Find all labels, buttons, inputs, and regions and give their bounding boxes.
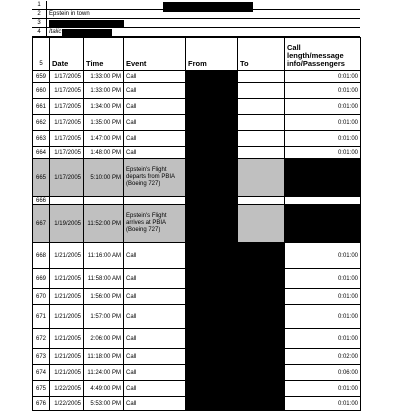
from-cell-redacted <box>186 197 238 205</box>
date-cell: 1/22/2005 <box>50 381 84 397</box>
header-row <box>33 38 361 71</box>
table-row <box>33 289 361 305</box>
length-cell: 0:01:00 <box>285 243 361 269</box>
time-cell: 1:48:00 PM <box>84 147 124 159</box>
to-cell <box>238 349 285 365</box>
event-cell: Call <box>124 71 186 83</box>
table-row <box>33 71 361 83</box>
length-cell: 0:01:00 <box>285 83 361 99</box>
caption-row <box>32 10 360 19</box>
to-cell <box>238 243 285 269</box>
row-number: 671 <box>33 305 50 329</box>
time-cell: 1:33:00 PM <box>84 71 124 83</box>
row-number: 659 <box>33 71 50 83</box>
row-number: 675 <box>33 381 50 397</box>
time-cell: 1:47:00 PM <box>84 131 124 147</box>
call-log-table <box>32 37 361 411</box>
row-number: 3 <box>32 19 47 27</box>
from-cell-redacted <box>186 365 238 381</box>
time-cell: 11:24:00 PM <box>84 365 124 381</box>
table-row <box>33 197 361 205</box>
event-cell: Epstein's Flight departs from PBIA (Boeing 727) <box>124 159 186 197</box>
time-cell: 2:06:00 PM <box>84 329 124 349</box>
length-cell: 0:02:00 <box>285 349 361 365</box>
table-row <box>33 381 361 397</box>
table-row <box>33 269 361 289</box>
time-cell: 1:35:00 PM <box>84 115 124 131</box>
table-row <box>33 243 361 269</box>
to-cell <box>238 329 285 349</box>
row-number: 668 <box>33 243 50 269</box>
table-row <box>33 115 361 131</box>
from-cell-redacted <box>186 159 238 197</box>
table-row <box>33 349 361 365</box>
time-cell: 4:49:00 PM <box>84 381 124 397</box>
time-cell: 11:18:00 PM <box>84 349 124 365</box>
event-cell: Call <box>124 381 186 397</box>
table-row <box>33 365 361 381</box>
row-number: 665 <box>33 159 50 197</box>
date-cell: 1/17/2005 <box>50 71 84 83</box>
to-cell <box>238 269 285 289</box>
table-row <box>33 99 361 115</box>
length-cell: 0:01:00 <box>285 131 361 147</box>
time-cell: 1:56:00 PM <box>84 289 124 305</box>
date-cell: 1/21/2005 <box>50 365 84 381</box>
time-cell: 11:58:00 AM <box>84 269 124 289</box>
from-cell-redacted <box>186 269 238 289</box>
from-cell-redacted <box>186 99 238 115</box>
table-row <box>33 131 361 147</box>
row-number: 664 <box>33 147 50 159</box>
event-cell: Call <box>124 289 186 305</box>
row-number: 4 <box>32 28 47 36</box>
col-to-header: To <box>238 38 285 71</box>
time-cell: 5:53:00 PM <box>84 397 124 411</box>
to-cell <box>238 305 285 329</box>
table-row <box>33 305 361 329</box>
time-cell: 1:34:00 PM <box>84 99 124 115</box>
from-cell-redacted <box>186 205 238 243</box>
col-time-header: Time <box>84 38 124 71</box>
row-number: 667 <box>33 205 50 243</box>
col-length-header: Call length/message info/Passengers <box>285 38 361 71</box>
to-cell <box>238 115 285 131</box>
length-cell: 0:01:00 <box>285 115 361 131</box>
table-body <box>33 71 361 411</box>
row-number: 2 <box>32 10 47 18</box>
from-cell-redacted <box>186 115 238 131</box>
to-cell <box>238 99 285 115</box>
date-cell: 1/17/2005 <box>50 115 84 131</box>
to-cell <box>238 83 285 99</box>
date-cell: 1/21/2005 <box>50 329 84 349</box>
date-cell: 1/17/2005 <box>50 159 84 197</box>
from-cell-redacted <box>186 147 238 159</box>
row-number: 676 <box>33 397 50 411</box>
time-cell: 1:33:00 PM <box>84 83 124 99</box>
length-cell: 0:01:00 <box>285 329 361 349</box>
date-cell: 1/17/2005 <box>50 83 84 99</box>
event-cell: Call <box>124 349 186 365</box>
event-cell: Call <box>124 243 186 269</box>
from-cell-redacted <box>186 397 238 411</box>
event-cell: Call <box>124 329 186 349</box>
length-cell: 0:01:00 <box>285 305 361 329</box>
row-number: 669 <box>33 269 50 289</box>
time-cell <box>84 197 124 205</box>
redaction-block <box>49 20 124 27</box>
to-cell <box>238 381 285 397</box>
table-row <box>33 205 361 243</box>
event-cell: Call <box>124 131 186 147</box>
from-cell-redacted <box>186 381 238 397</box>
date-cell: 1/21/2005 <box>50 243 84 269</box>
length-cell: 0:01:00 <box>285 397 361 411</box>
event-cell: Call <box>124 83 186 99</box>
date-cell: 1/21/2005 <box>50 269 84 289</box>
from-cell-redacted <box>186 71 238 83</box>
date-cell: 1/21/2005 <box>50 305 84 329</box>
row-number: 660 <box>33 83 50 99</box>
row-number: 670 <box>33 289 50 305</box>
to-cell <box>238 365 285 381</box>
row-number: 674 <box>33 365 50 381</box>
to-cell <box>238 205 285 243</box>
from-cell-redacted <box>186 289 238 305</box>
event-cell: Call <box>124 147 186 159</box>
redaction-block <box>62 29 112 36</box>
length-cell: 0:06:00 <box>285 365 361 381</box>
date-cell: 1/21/2005 <box>50 349 84 365</box>
row-number: 1 <box>32 1 47 9</box>
from-cell-redacted <box>186 329 238 349</box>
event-cell: Call <box>124 397 186 411</box>
table-row <box>33 159 361 197</box>
event-cell: Call <box>124 365 186 381</box>
length-cell: 0:01:00 <box>285 269 361 289</box>
row-number: 663 <box>33 131 50 147</box>
caption-text: Epstein in town <box>49 11 90 17</box>
time-cell: 5:10:00 PM <box>84 159 124 197</box>
length-cell <box>285 197 361 205</box>
length-cell <box>285 159 361 197</box>
col-date-header: Date <box>50 38 84 71</box>
event-cell <box>124 197 186 205</box>
time-cell: 1:57:00 PM <box>84 305 124 329</box>
event-cell: Call <box>124 99 186 115</box>
col-num-header: 5 <box>33 38 50 71</box>
date-cell: 1/17/2005 <box>50 131 84 147</box>
date-cell: 1/21/2005 <box>50 289 84 305</box>
to-cell <box>238 131 285 147</box>
to-cell <box>238 147 285 159</box>
event-cell: Call <box>124 115 186 131</box>
table-row <box>33 83 361 99</box>
date-cell <box>50 197 84 205</box>
caption-row <box>32 1 360 10</box>
event-cell: Epstein's Flight arrives at PBIA (Boeing 727) <box>124 205 186 243</box>
date-cell: 1/22/2005 <box>50 397 84 411</box>
to-cell <box>238 159 285 197</box>
table-row <box>33 397 361 411</box>
event-cell: Call <box>124 269 186 289</box>
length-cell: 0:01:00 <box>285 71 361 83</box>
date-cell: 1/17/2005 <box>50 99 84 115</box>
from-cell-redacted <box>186 305 238 329</box>
col-from-header: From <box>186 38 238 71</box>
time-cell: 11:16:00 AM <box>84 243 124 269</box>
row-number: 661 <box>33 99 50 115</box>
row-number: 673 <box>33 349 50 365</box>
time-cell: 11:52:00 PM <box>84 205 124 243</box>
col-event-header: Event <box>124 38 186 71</box>
to-cell <box>238 289 285 305</box>
length-cell: 0:01:00 <box>285 289 361 305</box>
date-cell: 1/19/2005 <box>50 205 84 243</box>
table-row <box>33 329 361 349</box>
event-cell: Call <box>124 305 186 329</box>
length-cell: 0:01:00 <box>285 99 361 115</box>
from-cell-redacted <box>186 349 238 365</box>
length-cell: 0:01:00 <box>285 147 361 159</box>
to-cell <box>238 397 285 411</box>
from-cell-redacted <box>186 83 238 99</box>
length-cell: 0:01:00 <box>285 381 361 397</box>
row-number: 672 <box>33 329 50 349</box>
caption-text: Italic <box>49 29 62 35</box>
row-number: 666 <box>33 197 50 205</box>
date-cell: 1/17/2005 <box>50 147 84 159</box>
row-number: 662 <box>33 115 50 131</box>
table-row <box>33 147 361 159</box>
to-cell <box>238 71 285 83</box>
from-cell-redacted <box>186 243 238 269</box>
to-cell <box>238 197 285 205</box>
length-cell <box>285 205 361 243</box>
from-cell-redacted <box>186 131 238 147</box>
